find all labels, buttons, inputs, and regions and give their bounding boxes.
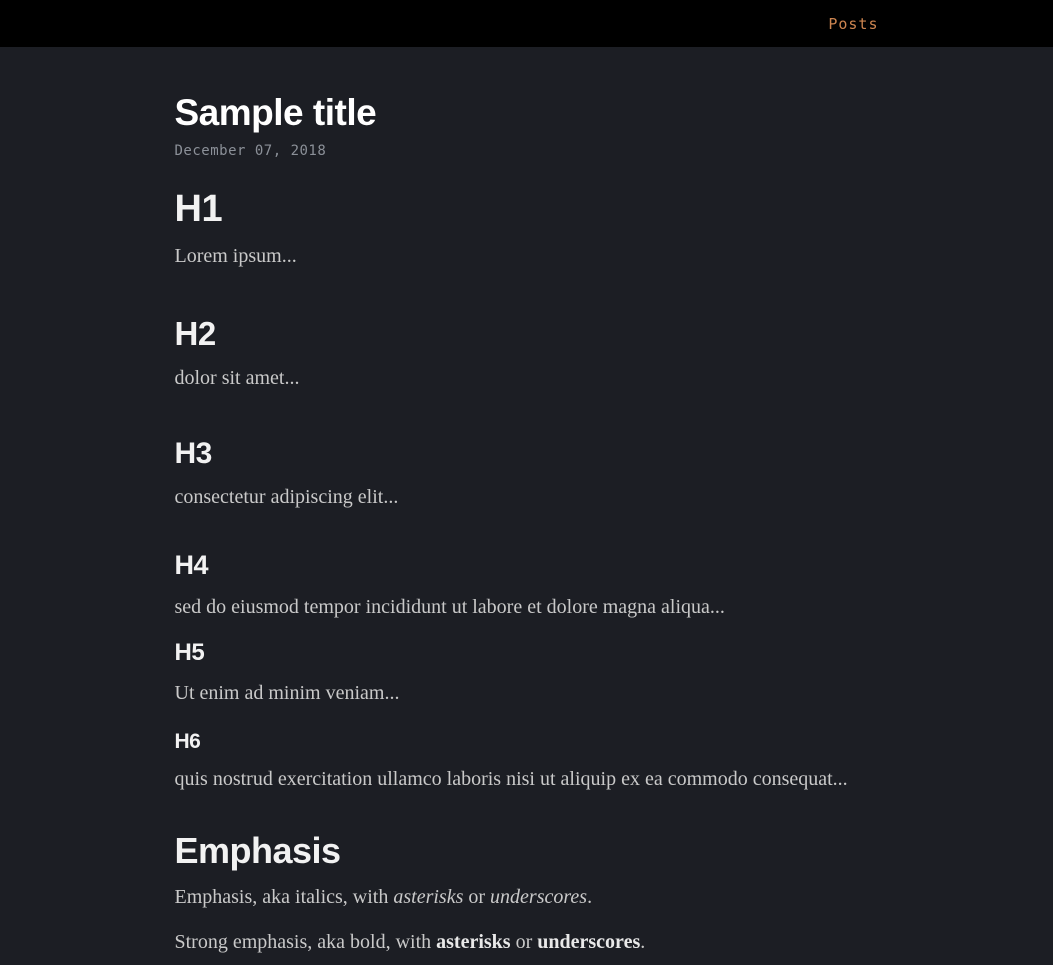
plain-text: or: [463, 886, 491, 909]
section-heading-h3: H3: [174, 437, 212, 471]
section-paragraph-h1: Lorem ipsum...: [174, 244, 297, 267]
section-paragraph-h3: consectetur adipiscing elit...: [174, 486, 399, 509]
plain-text: Emphasis, aka italics, with: [174, 886, 394, 909]
emphasis-paragraph-italics: [175, 884, 879, 911]
emphasized-text: underscores: [490, 886, 588, 909]
section-paragraph-h4: sed do eiusmod tempor incididunt ut labore et dolore magna aliqua...: [174, 595, 725, 618]
top-navbar: [0, 0, 1053, 47]
section-heading-h2: H2: [174, 314, 216, 352]
post-content: [175, 47, 879, 956]
emphasized-text: underscores: [537, 931, 641, 954]
plain-text: .: [640, 931, 646, 954]
post-title: Sample title: [174, 92, 377, 133]
plain-text: Strong emphasis, aka bold, with: [174, 931, 437, 954]
section-heading-h4: H4: [174, 550, 209, 581]
section-paragraph-h2: dolor sit amet...: [174, 367, 300, 390]
plain-text: or: [510, 931, 538, 954]
plain-text: .: [587, 886, 593, 909]
section-heading-h6: H6: [174, 729, 201, 753]
nav-link-posts[interactable]: Posts: [828, 14, 879, 33]
section-paragraph-h6: quis nostrud exercitation ullamco laboris nisi ut aliquip ex ea commodo consequat...: [174, 767, 848, 790]
emphasized-text: asterisks: [436, 931, 511, 954]
navbar-container: [175, 15, 879, 33]
section-heading-h1: H1: [174, 188, 223, 231]
post-article: [175, 93, 879, 956]
section-heading-emphasis: Emphasis: [174, 829, 341, 871]
emphasis-paragraph-bold: [175, 929, 879, 956]
section-paragraph-h5: Ut enim ad minim veniam...: [174, 681, 400, 704]
section-heading-h5: H5: [174, 638, 205, 666]
emphasized-text: asterisks: [393, 886, 464, 909]
post-date: December 07, 2018: [174, 142, 327, 159]
